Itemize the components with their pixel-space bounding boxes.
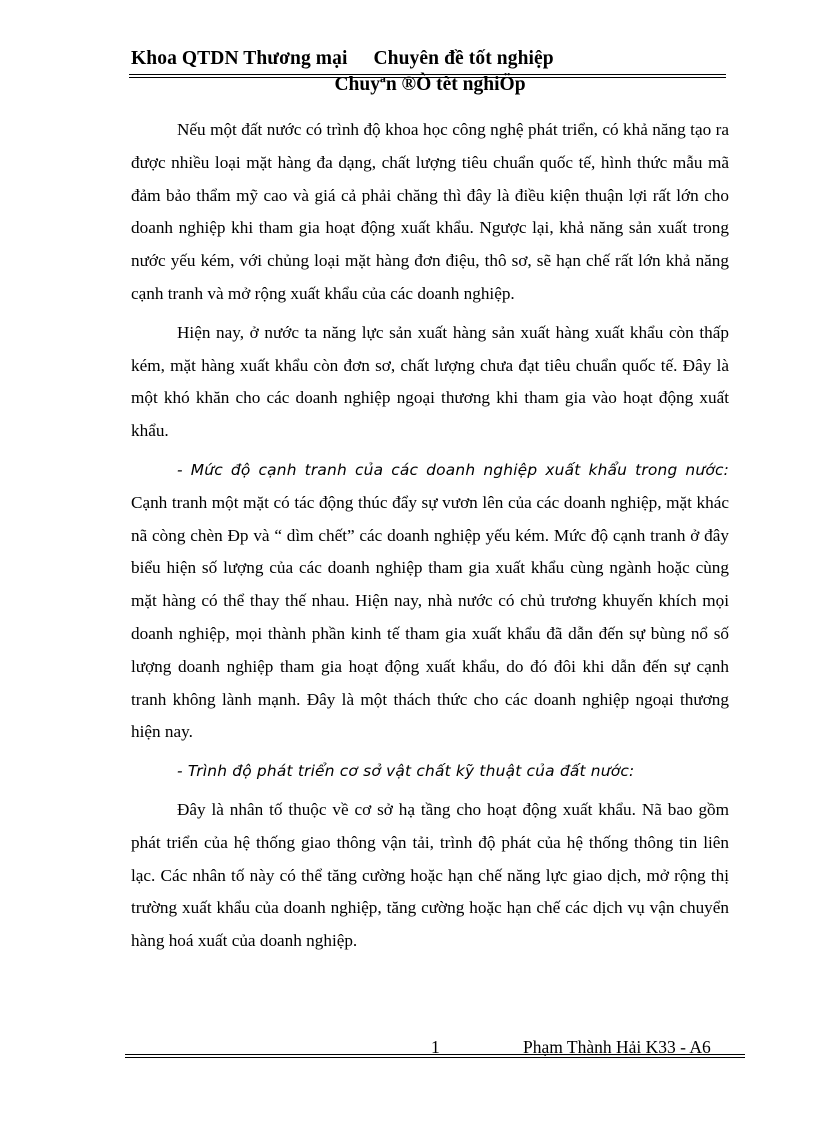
running-header [131,48,554,70]
paragraph-3-text: Cạnh tranh một mặt có tác động thúc đẩy sự vươn lên của các doanh nghiệp, mặt khác nã còng chèn Ðp và “ dìm chết” các doanh nghiệp yếu kém. Mức độ cạnh tranh ở đây biểu hiện số lượng của các doanh nghiệp tham gia xuất khẩu cùng ngành hoặc cùng mặt hàng có thể thay thế nhau. Hiện nay, nhà nước có chủ trương khuyến khích mọi doanh nghiệp, mọi thành phần kinh tế tham gia xuất khẩu đã dẫn đến sự bùng nổ số lượng doanh nghiệp tham gia hoạt động xuất khẩu, do đó đôi khi dẫn đến sự cạnh tranh không lành mạnh. Đây là một thách thức cho các doanh nghiệp ngoại thương hiện nay. [131,492,729,742]
section-heading-infrastructure-line [131,755,729,788]
page-number: 1 [431,1037,440,1057]
footer-author: Phạm Thành Hải K33 - A6 [523,1037,711,1057]
paragraph-3 [131,454,729,749]
paragraph-2: Hiện nay, ở nước ta năng lực sản xuất hàng sản xuất hàng xuất khẩu còn thấp kém, mặt hàng xuất khẩu còn đơn sơ, chất lượng chưa đạt tiêu chuẩn quốc tế. Đây là một khó khăn cho các doanh nghiệp ngoại thương khi tham gia vào hoạt động xuất khẩu. [131,322,729,441]
header-garbled-title: Chuyªn ®Ò tèt nghiÖp [334,74,526,95]
section-heading-infrastructure: - Trình độ phát triển cơ sở vật chất kỹ thuật của đất nước: [177,762,635,781]
section-heading-competition: - Mức độ cạnh tranh của các doanh nghiệp xuất khẩu trong nước: [177,460,729,479]
header-faculty: Khoa QTDN Thương mại [131,48,348,69]
paragraph-5: Đây là nhân tố thuộc về cơ sở hạ tầng cho hoạt động xuất khẩu. Nã bao gồm phát triển của hệ thống giao thông vận tải, trình độ phát của hệ thống thông tin liên lạc. Các nhân tố này có thể tăng cường hoặc hạn chế năng lực giao dịch, mở rộng thị trường xuất khẩu của doanh nghiệp, tăng cường hoặc hạn chế các dịch vụ vận chuyển hàng hoá xuất của doanh nghiệp. [131,799,729,951]
header-thesis-title: Chuyên đề tốt nghiệp [373,48,554,69]
paragraph-1: Nếu một đất nước có trình độ khoa học công nghệ phát triển, có khả năng tạo ra được nhiều loại mặt hàng đa dạng, chất lượng tiêu chuẩn quốc tế, hình thức mẫu mã đảm bảo thẩm mỹ cao và giá cả phải chăng thì đây là điều kiện thuận lợi rất lớn cho doanh nghiệp khi tham gia hoạt động xuất khẩu. Ngược lại, khả năng sản xuất trong nước yếu kém, với chủng loại mặt hàng đơn điệu, thô sơ, sẽ hạn chế rất lớn khả năng cạnh tranh và mở rộng xuất khẩu của các doanh nghiệp. [131,120,729,303]
page-footer [0,1037,816,1067]
document-body [131,114,729,958]
